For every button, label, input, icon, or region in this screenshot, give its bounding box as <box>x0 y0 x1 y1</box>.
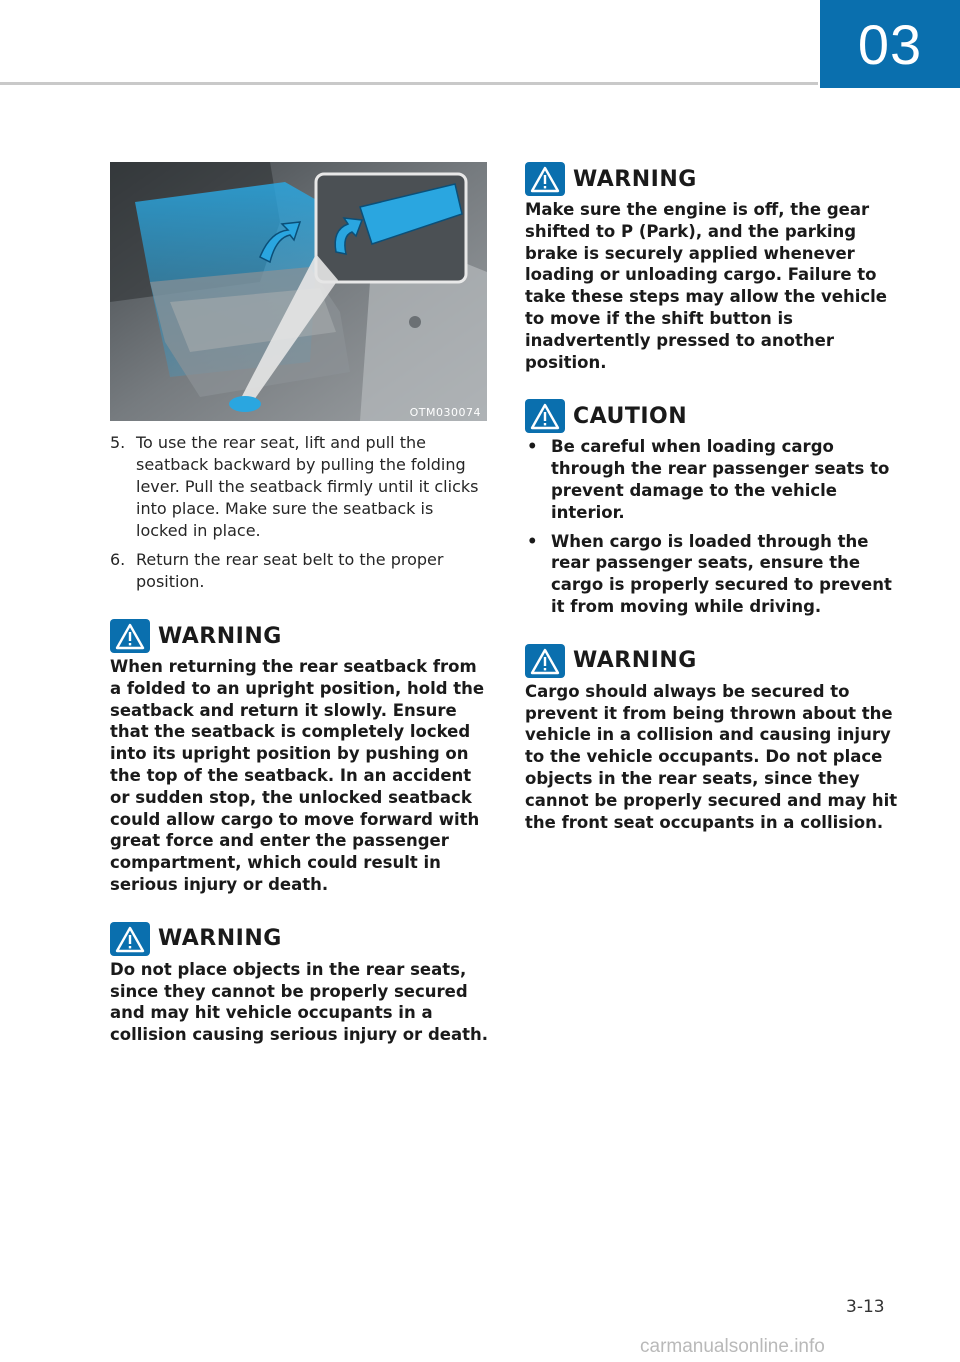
step-number: 6. <box>110 550 126 569</box>
bullet-item <box>525 531 903 618</box>
warning-triangle-icon <box>525 162 565 196</box>
warning-triangle-icon <box>110 619 150 653</box>
notice-header <box>525 399 903 433</box>
notice-header <box>110 619 488 653</box>
page-number: 3-13 <box>846 1297 885 1317</box>
step-text: Return the rear seat belt to the proper position. <box>136 550 444 591</box>
notice-text: Do not place objects in the rear seats, since they cannot be properly secured and may hit vehicle occupants in a collision causing serious injury or death. <box>110 959 488 1045</box>
step-item <box>110 432 488 542</box>
step-list <box>110 432 488 593</box>
notice-text: When returning the rear seatback from a folded to an upright position, hold the seatback and return it slowly. Ensure that the seatback is completely locked into its upright position by pushing on the top of the seatback. In an accident or sudden stop, the unlocked seatback could allow cargo to move forward with great force and enter the passenger compartment, which could result in serious injury or death. <box>110 657 485 894</box>
figure-code: OTM030074 <box>409 406 481 419</box>
seat-photo-graphic <box>110 162 487 421</box>
header-rule <box>0 82 818 85</box>
chapter-tab: 03 <box>820 0 960 88</box>
warning-notice <box>110 922 488 1046</box>
warning-triangle-icon <box>110 922 150 956</box>
step-number: 5. <box>110 433 126 452</box>
caution-triangle-icon <box>525 399 565 433</box>
watermark-link[interactable]: carmanualsonline.info <box>640 1336 825 1357</box>
notice-header <box>110 922 488 956</box>
notice-title: WARNING <box>158 926 282 952</box>
notice-title: WARNING <box>158 623 282 649</box>
seat-illustration <box>110 162 487 421</box>
warning-notice <box>525 644 903 834</box>
notice-text: Cargo should always be secured to prevent it from being thrown about the vehicle in a collision and causing injury to the vehicle occupants. Do not place objects in the rear seats, since they cannot be properly secured and may hit the front seat occupants in a collision. <box>525 681 898 832</box>
notice-text: Make sure the engine is off, the gear shifted to P (Park), and the parking brake is securely applied whenever loading or unloading cargo. Failure to take these steps may allow the vehicle to move if the shift button is inadvertently pressed to another position. <box>525 200 887 372</box>
caution-bullet-list <box>525 436 903 617</box>
right-column <box>525 162 903 833</box>
caution-notice <box>525 399 903 617</box>
bullet-item <box>525 436 903 523</box>
left-column <box>110 162 488 1046</box>
bullet-text: When cargo is loaded through the rear passenger seats, ensure the cargo is properly secured to prevent it from moving while driving. <box>551 531 892 616</box>
warning-notice <box>525 162 903 373</box>
notice-title: WARNING <box>573 166 697 192</box>
notice-header <box>525 162 903 196</box>
bullet-marker: • <box>527 437 538 457</box>
warning-notice <box>110 619 488 896</box>
notice-header <box>525 644 903 678</box>
warning-triangle-icon <box>525 644 565 678</box>
notice-title: WARNING <box>573 648 697 674</box>
bullet-marker: • <box>527 531 538 551</box>
step-item <box>110 549 488 593</box>
notice-title: CAUTION <box>573 403 688 429</box>
bullet-text: Be careful when loading cargo through the rear passenger seats to prevent damage to the vehicle interior. <box>551 437 890 522</box>
step-text: To use the rear seat, lift and pull the seatback backward by pulling the folding lever. Pull the seatback firmly until it clicks into place. Make sure the seatback is locked in place. <box>136 433 479 540</box>
